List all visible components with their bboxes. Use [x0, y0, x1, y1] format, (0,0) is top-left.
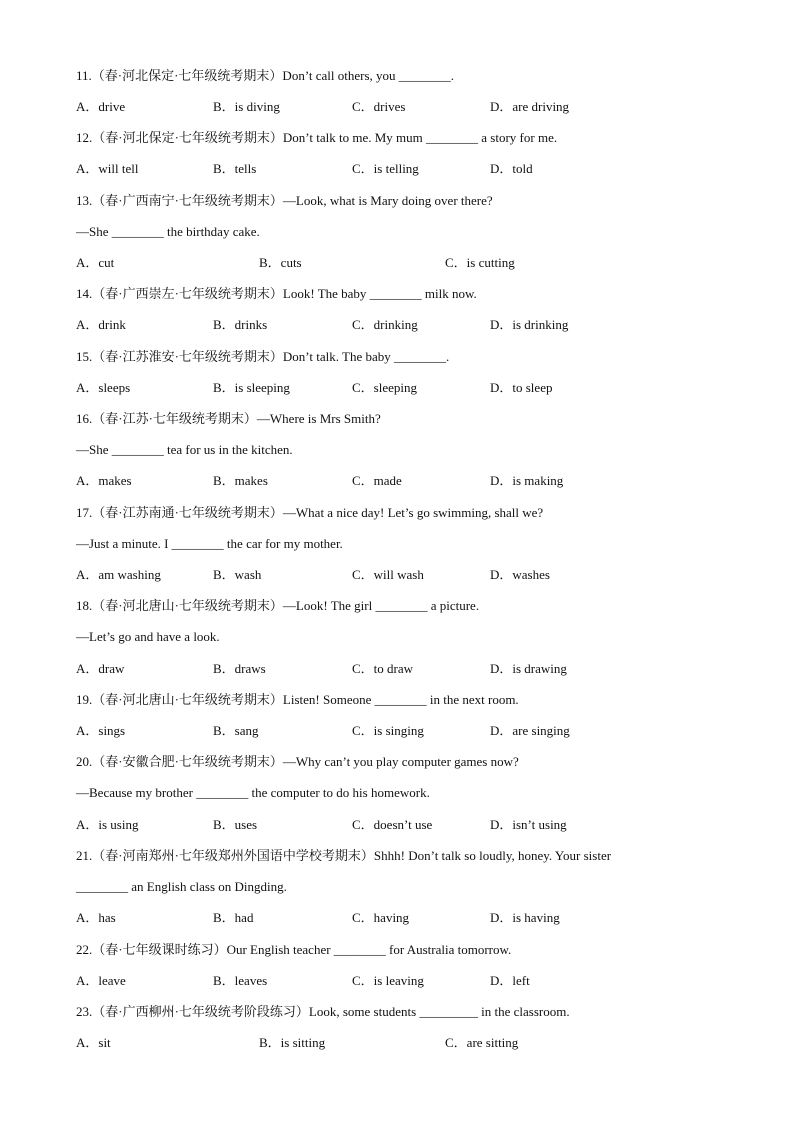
option-c: C．having	[352, 910, 410, 925]
option-a: A．sings	[76, 723, 126, 738]
question-18-options	[0, 661, 794, 677]
option-d: D．is having	[490, 910, 560, 925]
option-b: B．wash	[213, 567, 262, 582]
question-18-stem: 18.（春·河北唐山·七年级统考期末）—Look! The girl ________ a picture.	[76, 598, 480, 613]
question-14-stem: 14.（春·广西崇左·七年级统考期末）Look! The baby ________ milk now.	[76, 286, 477, 301]
option-b: B．cuts	[259, 255, 302, 270]
question-12-stem: 12.（春·河北保定·七年级统考期末）Don’t talk to me. My mum ________ a story for me.	[76, 130, 558, 145]
option-b: B．is diving	[213, 99, 280, 114]
question-20-stem-line2: —Because my brother ________ the computer to do his homework.	[76, 785, 430, 800]
option-a: A．makes	[76, 473, 132, 488]
option-a: A．has	[76, 910, 116, 925]
question-21-stem: 21.（春·河南郑州·七年级郑州外国语中学校考期末）Shhh! Don’t talk so loudly, honey. Your sister	[76, 848, 612, 863]
question-18-stem-line2: —Let’s go and have a look.	[76, 629, 220, 644]
question-20-stem: 20.（春·安徽合肥·七年级统考期末）—Why can’t you play computer games now?	[76, 754, 519, 769]
question-17-stem: 17.（春·江苏南通·七年级统考期末）—What a nice day! Let’s go swimming, shall we?	[76, 505, 544, 520]
option-b: B．draws	[213, 661, 266, 676]
option-d: D．is drawing	[490, 661, 567, 676]
question-16-stem: 16.（春·江苏·七年级统考期末）—Where is Mrs Smith?	[76, 411, 381, 426]
question-11-stem: 11.（春·河北保定·七年级统考期末）Don’t call others, you ________.	[76, 68, 455, 83]
question-16-stem-line2: —She ________ tea for us in the kitchen.	[76, 442, 293, 457]
option-b: B．leaves	[213, 973, 268, 988]
option-d: D．isn’t using	[490, 817, 567, 832]
question-16-options	[0, 473, 794, 489]
option-b: B．had	[213, 910, 254, 925]
option-a: A．is using	[76, 817, 139, 832]
option-a: A．drive	[76, 99, 126, 114]
option-b: B．tells	[213, 161, 257, 176]
option-c: C．drinking	[352, 317, 418, 332]
question-17-stem-line2: —Just a minute. I ________ the car for my mother.	[76, 536, 343, 551]
question-19-stem: 19.（春·河北唐山·七年级统考期末）Listen! Someone ________ in the next room.	[76, 692, 519, 707]
option-a: A．leave	[76, 973, 126, 988]
question-23-options	[0, 1035, 794, 1051]
option-a: A．will tell	[76, 161, 139, 176]
option-d: D．told	[490, 161, 533, 176]
option-a: A．sleeps	[76, 380, 131, 395]
option-d: D．is drinking	[490, 317, 569, 332]
option-c: C．is telling	[352, 161, 419, 176]
option-a: A．cut	[76, 255, 115, 270]
option-c: C．made	[352, 473, 402, 488]
option-c: C．is cutting	[445, 255, 515, 270]
question-12-options	[0, 161, 794, 177]
option-d: D．left	[490, 973, 530, 988]
question-14-options	[0, 317, 794, 333]
option-b: B．drinks	[213, 317, 268, 332]
question-22-options	[0, 973, 794, 989]
option-c: C．sleeping	[352, 380, 417, 395]
question-23-stem: 23.（春·广西柳州·七年级统考阶段练习）Look, some students _________ in the classroom.	[76, 1004, 570, 1019]
question-11-options	[0, 99, 794, 115]
question-21-stem-line2: ________ an English class on Dingding.	[76, 879, 287, 894]
question-19-options	[0, 723, 794, 739]
option-b: B．makes	[213, 473, 268, 488]
option-c: C．doesn’t use	[352, 817, 433, 832]
option-c: C．is singing	[352, 723, 424, 738]
option-d: D．are driving	[490, 99, 570, 114]
option-b: B．sang	[213, 723, 259, 738]
question-20-options	[0, 817, 794, 833]
option-d: D．washes	[490, 567, 550, 582]
option-d: D．is making	[490, 473, 564, 488]
question-13-stem: 13.（春·广西南宁·七年级统考期末）—Look, what is Mary doing over there?	[76, 193, 493, 208]
option-b: B．is sleeping	[213, 380, 290, 395]
option-a: A．am washing	[76, 567, 161, 582]
option-b: B．uses	[213, 817, 258, 832]
question-22-stem: 22.（春·七年级课时练习）Our English teacher ________ for Australia tomorrow.	[76, 942, 512, 957]
question-13-stem-line2: —She ________ the birthday cake.	[76, 224, 260, 239]
option-c: C．are sitting	[445, 1035, 519, 1050]
question-13-options	[0, 255, 794, 271]
question-15-stem: 15.（春·江苏淮安·七年级统考期末）Don’t talk. The baby ________.	[76, 349, 450, 364]
question-17-options	[0, 567, 794, 583]
option-c: C．will wash	[352, 567, 424, 582]
option-a: A．drink	[76, 317, 126, 332]
option-c: C．to draw	[352, 661, 414, 676]
option-a: A．sit	[76, 1035, 111, 1050]
question-15-options	[0, 380, 794, 396]
option-d: D．to sleep	[490, 380, 553, 395]
option-a: A．draw	[76, 661, 125, 676]
option-d: D．are singing	[490, 723, 570, 738]
option-b: B．is sitting	[259, 1035, 326, 1050]
question-21-options	[0, 910, 794, 926]
option-c: C．drives	[352, 99, 406, 114]
option-c: C．is leaving	[352, 973, 424, 988]
